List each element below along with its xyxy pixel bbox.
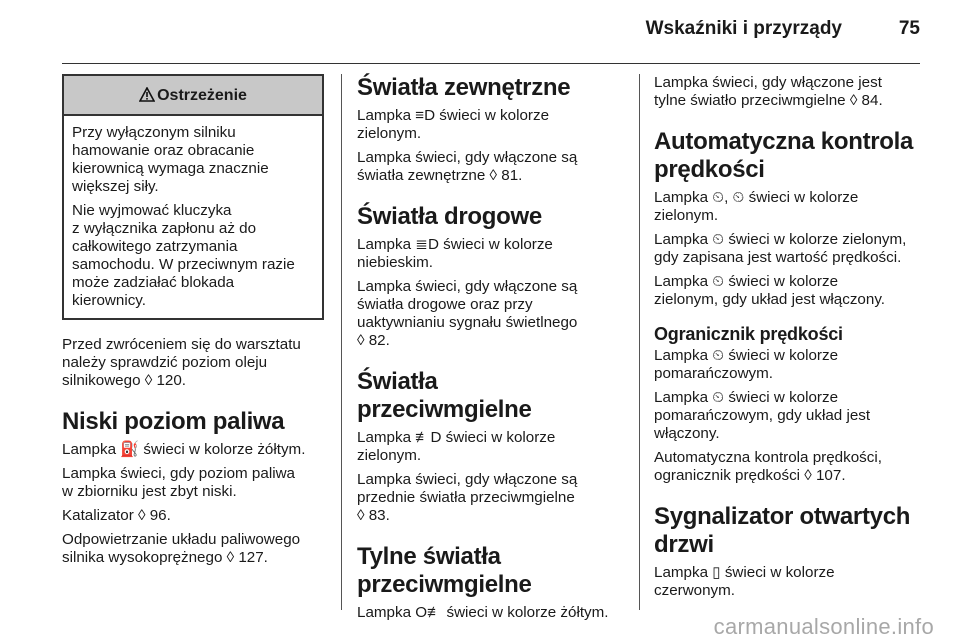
column-3	[654, 74, 926, 606]
text-line: zielonym.	[357, 447, 422, 464]
limiter-lamp-paragraph	[654, 347, 926, 383]
text-line: zielonym, gdy układ jest włączony.	[654, 291, 886, 308]
text-line: uaktywnianiu sygnału świetlnego	[357, 314, 578, 331]
watermark: carmanualsonline.info	[713, 614, 934, 639]
cruise-stored-paragraph	[654, 231, 926, 267]
warning-heading	[64, 76, 322, 116]
heading-line: przeciwmgielne	[357, 571, 532, 598]
limiter-reference-paragraph	[654, 449, 926, 485]
text-line: zielonym.	[654, 207, 719, 224]
rearfog-paragraph	[654, 74, 926, 110]
text-line: światła drogowe oraz przy	[357, 296, 533, 313]
heading-line: Tylne światła	[357, 543, 501, 570]
text-line: włączony.	[654, 425, 720, 442]
heading-line: prędkości	[654, 156, 765, 183]
text-line: w zbiorniku jest zbyt niski.	[62, 483, 237, 500]
highbeam-paragraph	[357, 278, 615, 350]
section-heading-high-beam: Światła drogowe	[357, 203, 542, 230]
text-line: z wyłącznika zapłonu aż do	[72, 220, 257, 237]
text-line: Nie wyjmować kluczyka	[72, 202, 232, 219]
cruise-lamp-paragraph	[654, 189, 926, 225]
section-heading-low-fuel: Niski poziom paliwa	[62, 408, 285, 435]
text-line: może zadziałać blokada	[72, 274, 235, 291]
text-line: Odpowietrzanie układu paliwowego	[62, 531, 301, 548]
text-line: Lampka świeci, gdy włączone są	[357, 471, 578, 488]
heading-line: Sygnalizator otwartych	[654, 503, 911, 530]
page-number: 75	[898, 18, 920, 39]
warning-heading-text: Ostrzeżenie	[157, 87, 247, 104]
text-line: należy sprawdzić poziom oleju	[62, 354, 268, 371]
text-line: Lampka ⏲ świeci w kolorze zielonym,	[654, 231, 907, 248]
text-line: Lampka ≣D świeci w kolorze	[357, 236, 553, 253]
text-line: Automatyczna kontrola prędkości,	[654, 449, 882, 466]
text-line: przednie światła przeciwmgielne	[357, 489, 575, 506]
oil-check-paragraph	[62, 336, 324, 390]
text-line: silnikowego ◊ 120.	[62, 372, 187, 389]
text-line: Lampka ▯ świeci w kolorze	[654, 564, 835, 581]
exterior-paragraph	[357, 149, 615, 185]
text-line: Lampka ⏲, ⏲ świeci w kolorze	[654, 189, 859, 206]
fog-paragraph	[357, 471, 615, 525]
warning-paragraph	[72, 124, 314, 196]
warning-body	[64, 116, 322, 318]
warning-triangle-icon	[139, 87, 155, 102]
fuel-paragraph	[62, 465, 324, 501]
section-heading-rear-fog	[357, 543, 615, 599]
section-heading-fog-lights: Światła przeciwmgielne	[357, 368, 532, 423]
limiter-active-paragraph	[654, 389, 926, 443]
text-line: całkowitego zatrzymania	[72, 238, 238, 255]
text-line: Lampka ≢D świeci w kolorze	[357, 429, 556, 446]
text-line: Lampka świeci, gdy poziom paliwa	[62, 465, 295, 482]
fuel-lamp-paragraph: Lampka ⛽ świeci w kolorze żółtym.	[62, 441, 306, 458]
section-heading-exterior-lights: Światła zewnętrzne	[357, 74, 571, 101]
text-line: ◊ 82.	[357, 332, 390, 349]
heading-line: Automatyczna kontrola	[654, 128, 914, 155]
rearfog-lamp-paragraph: Lampka O≢ świeci w kolorze żółtym.	[357, 604, 609, 621]
column-1	[62, 74, 324, 573]
text-line: hamowanie oraz obracanie	[72, 142, 255, 159]
text-line: Lampka ⏲ świeci w kolorze	[654, 273, 839, 290]
highbeam-lamp-paragraph	[357, 236, 615, 272]
heading-line: drzwi	[654, 531, 714, 558]
fog-lamp-paragraph	[357, 429, 615, 465]
text-line: ogranicznik prędkości ◊ 107.	[654, 467, 846, 484]
text-line: kierownicy.	[72, 292, 146, 309]
text-line: Lampka ⏲ świeci w kolorze	[654, 347, 839, 364]
text-line: Lampka świeci, gdy włączone są	[357, 149, 578, 166]
header-divider	[62, 63, 920, 64]
text-line: Przy wyłączonym silniku	[72, 124, 236, 141]
text-line: Przed zwróceniem się do warsztatu	[62, 336, 301, 353]
text-line: niebieskim.	[357, 254, 433, 271]
text-line: zielonym.	[357, 125, 422, 142]
section-heading-door-open	[654, 503, 926, 559]
door-lamp-paragraph	[654, 564, 926, 600]
catalyst-reference: Katalizator ◊ 96.	[62, 507, 171, 524]
text-line: gdy zapisana jest wartość prędkości.	[654, 249, 902, 266]
warning-box	[62, 74, 324, 320]
text-line: pomarańczowym.	[654, 365, 774, 382]
running-header: Wskaźniki i przyrządy	[645, 18, 842, 39]
exterior-lamp-paragraph	[357, 107, 615, 143]
text-line: tylne światło przeciwmgielne ◊ 84.	[654, 92, 883, 109]
column-2	[357, 74, 615, 628]
column-divider	[639, 74, 640, 610]
text-line: Lampka ⏲ świeci w kolorze	[654, 389, 839, 406]
text-line: ◊ 83.	[357, 507, 390, 524]
text-line: światła zewnętrzne ◊ 81.	[357, 167, 523, 184]
column-divider	[341, 74, 342, 610]
fuel-bleeding-paragraph	[62, 531, 324, 567]
section-heading-cruise-control	[654, 128, 926, 184]
cruise-active-paragraph	[654, 273, 926, 309]
text-line: Lampka ≡D świeci w kolorze	[357, 107, 550, 124]
text-line: kierownicą wymaga znacznie	[72, 160, 269, 177]
section-heading-speed-limiter: Ogranicznik prędkości	[654, 324, 843, 344]
text-line: Lampka świeci, gdy włączone jest	[654, 74, 882, 91]
text-line: silnika wysokoprężnego ◊ 127.	[62, 549, 268, 566]
text-line: Lampka świeci, gdy włączone są	[357, 278, 578, 295]
warning-paragraph	[72, 202, 314, 310]
text-line: większej siły.	[72, 178, 159, 195]
text-line: czerwonym.	[654, 582, 736, 599]
text-line: samochodu. W przeciwnym razie	[72, 256, 295, 273]
text-line: pomarańczowym, gdy układ jest	[654, 407, 871, 424]
